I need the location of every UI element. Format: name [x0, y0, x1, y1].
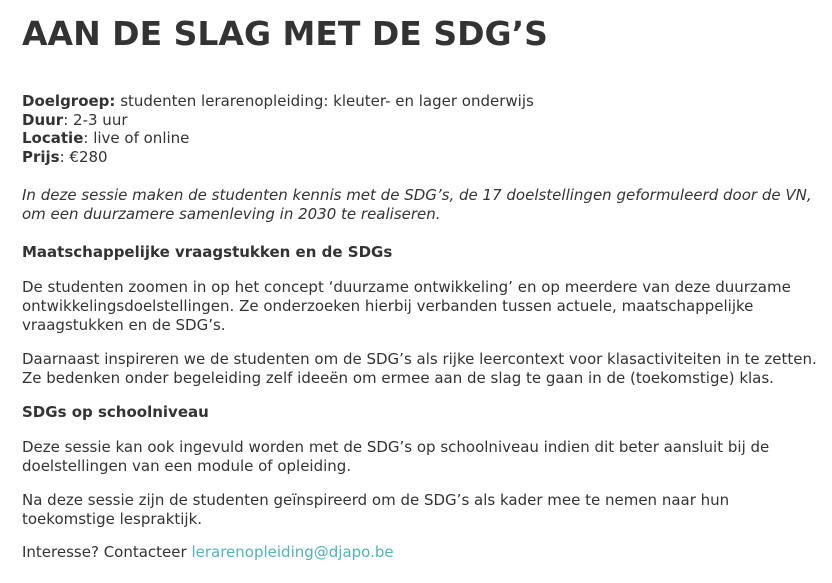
duur-label: Duur: [22, 110, 64, 129]
contact-text: Interesse? Contacteer: [22, 543, 192, 561]
contact-email-link[interactable]: lerarenopleiding@djapo.be: [191, 543, 394, 561]
prijs-value: : €280: [59, 147, 108, 166]
duur-value: : 2-3 uur: [63, 110, 128, 129]
section2-paragraph-2: Na deze sessie zijn de studenten geïnspireerd om de SDG’s als kader mee te nemen naar hun toekomstige lespraktijk.: [22, 491, 730, 528]
intro-paragraph: In deze sessie maken de studenten kennis met de SDG’s, de 17 doelstellingen geformuleerd door de VN, om een duurzamere samenleving in 2030 te realiseren.: [22, 186, 812, 223]
page-title: AAN DE SLAG MET DE SDG’S: [22, 14, 548, 53]
locatie-label: Locatie: [22, 129, 84, 147]
locatie-value: : live of online: [83, 129, 190, 147]
section1-paragraph-1: De studenten zoomen in op het concept ‘duurzame ontwikkeling’ en op meerdere van deze duurzame ontwikkelingsdoelstellingen. Ze onderzoeken hierbij verbanden tussen actuele, maatschappelijke vraagstukken en de SDG’s.: [22, 278, 791, 334]
prijs-label: Prijs: [22, 147, 60, 166]
doelgroep-row: [22, 92, 534, 111]
section-heading-schoolniveau: SDGs op schoolniveau: [22, 403, 209, 421]
contact-line: [22, 543, 817, 562]
session-details: [22, 92, 534, 166]
duur-row: [22, 111, 534, 130]
section2-paragraph-1: Deze sessie kan ook ingevuld worden met de SDG’s op schoolniveau indien dit beter aansluit bij de doelstellingen van een module of opleiding.: [22, 438, 770, 475]
section1-paragraph-2: Daarnaast inspireren we de studenten om de SDG’s als rijke leercontext voor klasactiviteiten in te zetten. Ze bedenken onder begeleiding zelf ideeën om ermee aan de slag te gaan in de (toekomstige) klas.: [22, 350, 817, 387]
doelgroep-label: Doelgroep:: [22, 92, 116, 110]
section-heading-maatschappelijke: Maatschappelijke vraagstukken en de SDGs: [22, 243, 393, 261]
doelgroep-value: studenten lerarenopleiding: kleuter- en lager onderwijs: [115, 92, 534, 110]
prijs-row: [22, 148, 534, 167]
locatie-row: [22, 129, 534, 148]
